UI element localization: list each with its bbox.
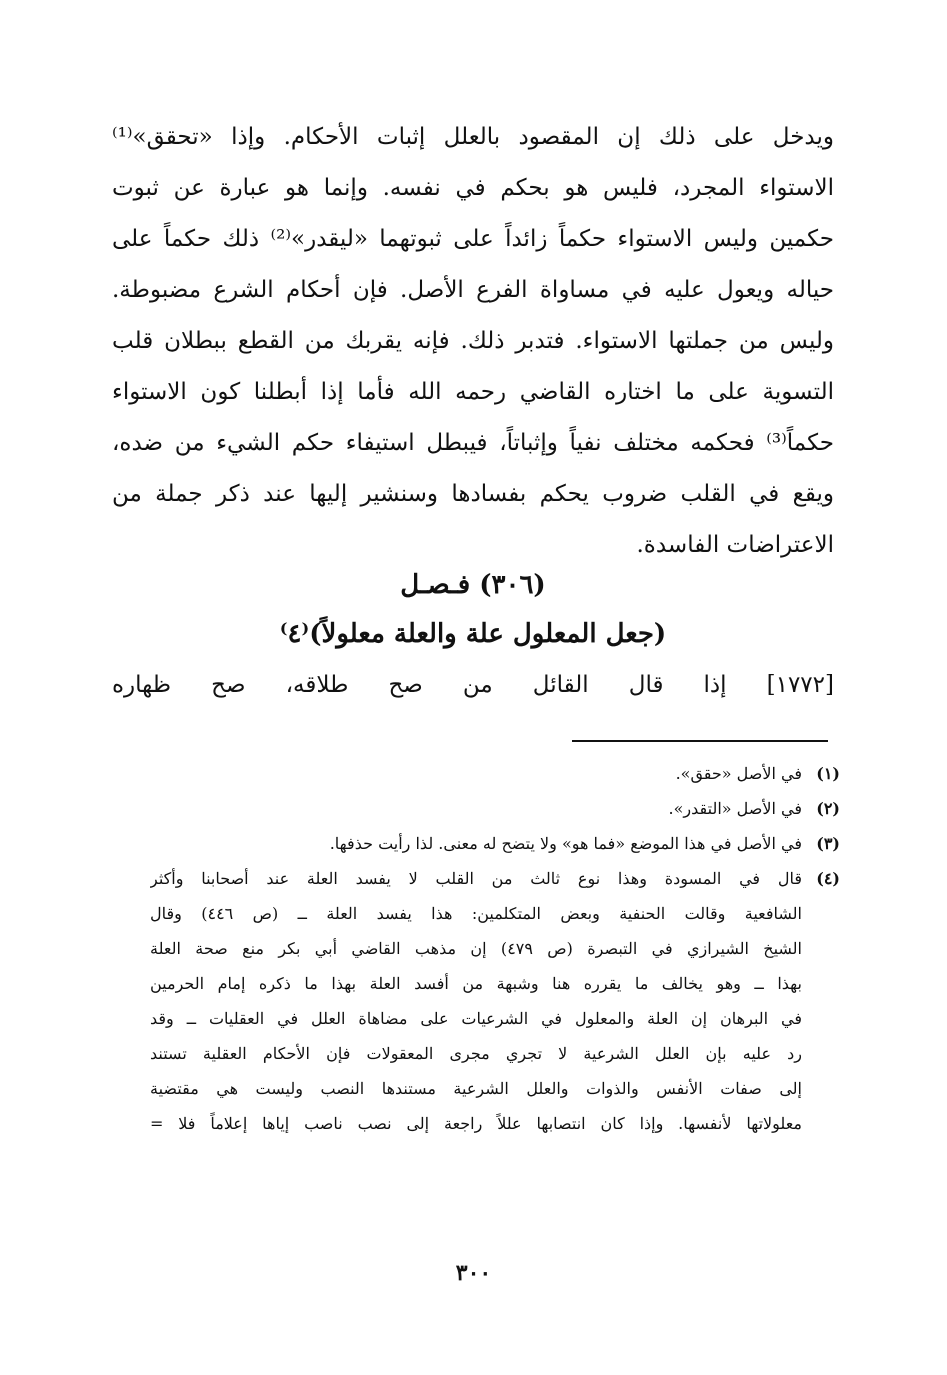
footnote-number: (٢) — [816, 799, 840, 818]
body-line: ويدخل على ذلك إن المقصود بالعلل إثبات الأحكام. وإذا «تحقق»⁽¹⁾ — [112, 124, 834, 150]
footnote-line: بهذا ــ وهو يخالف ما يقرره هنا وشبهة من أفسد العلة بهذا ما ذكره إمام الحرمين — [150, 974, 802, 993]
footnote-line: معلولاتها لأنفسها. وإذا كان انتصابها عللاً راجعة إلى نصب ناصب إياها إعلاماً فلا = — [150, 1114, 802, 1133]
footnote-line: إلى صفات الأنفس والذوات والعلل الشرعية مستندها النصب وليست هي مقتضية — [150, 1079, 802, 1098]
body-line: الاستواء المجرد، فليس هو بحكم في نفسه. وإنما هو عبارة عن ثبوت — [112, 175, 834, 201]
footnotes — [150, 756, 840, 1141]
footnote — [150, 826, 840, 861]
body-line: التسوية على ما اختاره القاضي رحمه الله فأما إذا أبطلنا كون الاستواء — [112, 379, 834, 405]
body-line: الاعتراضات الفاسدة. — [636, 532, 834, 558]
footnote-line: قال في المسودة وهذا نوع ثالث من القلب لا يفسد العلة عند أصحابنا وأكثر — [150, 869, 802, 888]
footnote — [150, 791, 840, 826]
footnote-line: في الأصل «التقدر». — [668, 799, 802, 818]
body-line: وليس من جملتها الاستواء. فتدبر ذلك. فإنه يقربك من القطع ببطلان قلب — [112, 328, 834, 354]
body-line: حكماً⁽³⁾ فحكمه مختلف نفياً وإثباتاً، فيبطل استيفاء حكم الشيء من ضده، — [112, 430, 834, 456]
footnote-number: (٣) — [816, 834, 840, 853]
main-text — [112, 112, 834, 571]
body-line: حياله ويعول عليه في مساواة الفرع الأصل. فإن أحكام الشرع مضبوطة. — [112, 277, 834, 303]
paragraph-start: [١٧٧٢] إذا قال القائل من صح طلاقه، صح ظهاره — [112, 672, 834, 698]
footnote-number: (١) — [816, 764, 840, 783]
footnote-line: رد عليه بإن العلل الشرعية لا تجري مجرى المعقولات فإن الأحكام العقلية تستند — [150, 1044, 802, 1063]
footnote-number: (٤) — [816, 869, 840, 888]
footnote-divider — [572, 740, 828, 742]
page-number: ٣٠٠ — [455, 1260, 492, 1286]
footnote-line: في البرهان إن العلة والمعلول في الشرعيات على مضاهاة العلل في العقليات ــ وقد — [150, 1009, 802, 1028]
footnote — [150, 861, 840, 1141]
body-line: ويقع في القلب ضروب يحكم بفسادها وسنشير إليها عند ذكر جملة من — [112, 481, 834, 507]
footnote-line: الشيخ الشيرازي في التبصرة (ص ٤٧٩) إن مذهب القاضي أبي بكر منع صحة العلة — [150, 939, 802, 958]
section-subtitle: (جعل المعلول علة والعلة معلولاً)⁽٤⁾ — [279, 619, 667, 649]
footnote-line: في الأصل في هذا الموضع «فما هو» ولا يتضح له معنى. لذا رأيت حذفها. — [329, 834, 802, 853]
footnote-line: في الأصل «حقق». — [675, 764, 802, 783]
body-line: حكمين وليس الاستواء حكماً زائداً على ثبوتهما «ليقدر»⁽²⁾ ذلك حكماً على — [112, 226, 834, 252]
section-heading: (٣٠٦) فـصـل — [400, 570, 546, 600]
footnote — [150, 756, 840, 791]
footnote-line: الشافعية وقالت الحنفية وبعض المتكلمين: هذا يفسد العلة ــ (ص ٤٤٦) وقال — [150, 904, 802, 923]
